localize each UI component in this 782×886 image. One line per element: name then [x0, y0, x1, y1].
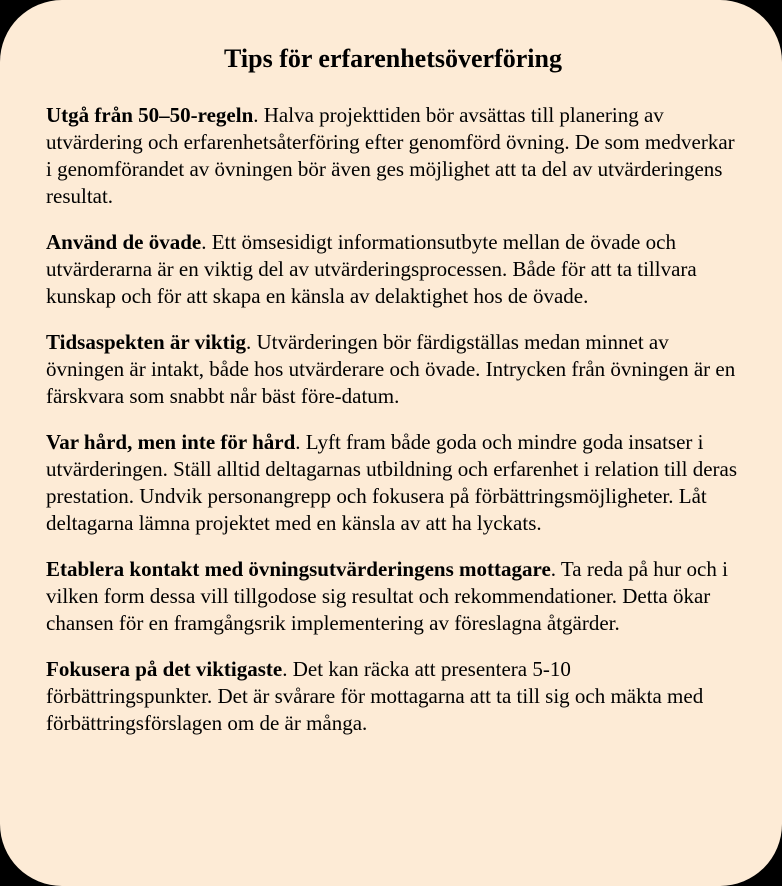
- tip-text: . Utvärderingen bör färdigställas medan minnet av övningen är intakt, både hos utvärderare och övade. Intrycken från övningen är en färskvara som snabbt når bäst före-datum.: [46, 330, 736, 408]
- tip-paragraph: [46, 329, 740, 410]
- tip-text: . Lyft fram både goda och mindre goda insatser i utvärderingen. Ställ alltid deltagarnas utbildning och erfarenhet i relation till deras prestation. Undvik personangrepp och fokusera på förbättringsmöjligheter. Låt deltagarna lämna projektet med en känsla av att ha lyckats.: [46, 430, 738, 535]
- tip-heading: Fokusera på det viktigaste: [46, 657, 283, 681]
- tip-text: . Ta reda på hur och i vilken form dessa vill tillgodose sig resultat och rekommendationer. Detta ökar chansen för en framgångsrik implementering av föreslagna åtgärder.: [46, 557, 728, 635]
- tip-paragraph: [46, 429, 740, 537]
- tip-heading: Tidsaspekten är viktig: [46, 330, 246, 354]
- tip-paragraph: [46, 102, 740, 210]
- tip-text: . Ett ömsesidigt informationsutbyte mellan de övade och utvärderarna är en viktig del av utvärderingsprocessen. Både för att ta tillvara kunskap och för att skapa en känsla av delaktighet hos de övade.: [46, 230, 697, 308]
- card-title: Tips för erfarenhetsöverföring: [224, 44, 562, 73]
- tip-text: . Det kan räcka att presentera 5-10 förbättringspunkter. Det är svårare för mottagarna att ta till sig och mäkta med förbättringsförslagen om de är många.: [46, 657, 704, 735]
- tip-heading: Etablera kontakt med övningsutvärderingens mottagare: [46, 557, 551, 581]
- tip-heading: Använd de övade: [46, 230, 202, 254]
- tip-heading: Var hård, men inte för hård: [46, 430, 296, 454]
- tip-paragraph: [46, 229, 740, 310]
- tip-paragraph: [46, 556, 740, 637]
- tip-heading: Utgå från 50–50-regeln: [46, 103, 254, 127]
- tip-text: . Halva projekttiden bör avsättas till planering av utvärdering och erfarenhetsåterföring efter genomförd övning. De som medverkar i genomförandet av övningen bör även ges möjlighet att ta del av utvärderingens resultat.: [46, 103, 735, 208]
- tip-paragraph: [46, 656, 740, 737]
